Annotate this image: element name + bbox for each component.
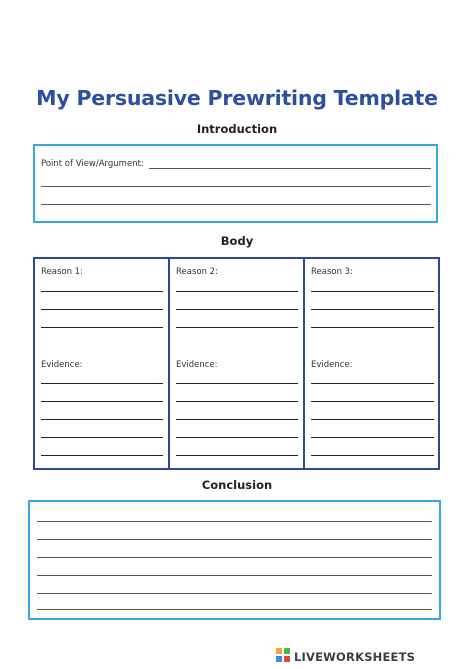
evidence-1-line-4[interactable] [41,437,163,438]
evidence-2-line-5[interactable] [176,455,298,456]
evidence-3-line-4[interactable] [311,437,434,438]
introduction-box [33,144,438,223]
evidence-1-line-5[interactable] [41,455,163,456]
reason-1-line-1[interactable] [41,291,163,292]
evidence-3-line-3[interactable] [311,419,434,420]
evidence-3-label: Evidence: [311,360,353,370]
evidence-1-line-1[interactable] [41,383,163,384]
evidence-3-line-1[interactable] [311,383,434,384]
body-box [33,257,440,470]
conclusion-line-2[interactable] [37,539,432,540]
point-of-view-line-3[interactable] [41,204,431,205]
point-of-view-line-1[interactable] [149,168,431,169]
conclusion-line-5[interactable] [37,593,432,594]
point-of-view-line-2[interactable] [41,186,431,187]
introduction-heading: Introduction [196,122,278,136]
conclusion-line-6[interactable] [37,609,432,610]
liveworksheets-logo-icon [276,648,290,662]
reason-3-label: Reason 3: [311,267,353,277]
conclusion-heading: Conclusion [201,478,273,492]
reason-3-line-1[interactable] [311,291,434,292]
evidence-3-line-5[interactable] [311,455,434,456]
conclusion-line-1[interactable] [37,521,432,522]
body-column-divider-2 [303,259,305,468]
body-column-divider-1 [168,259,170,468]
conclusion-line-4[interactable] [37,575,432,576]
reason-2-label: Reason 2: [176,267,218,277]
reason-2-line-2[interactable] [176,309,298,310]
evidence-2-label: Evidence: [176,360,218,370]
reason-2-line-3[interactable] [176,327,298,328]
page-title: My Persuasive Prewriting Template [36,86,438,110]
reason-1-label: Reason 1: [41,267,83,277]
evidence-2-line-2[interactable] [176,401,298,402]
evidence-3-line-2[interactable] [311,401,434,402]
point-of-view-label: Point of View/Argument: [41,159,144,169]
reason-2-line-1[interactable] [176,291,298,292]
liveworksheets-brand[interactable]: LIVEWORKSHEETS [294,650,416,664]
reason-3-line-3[interactable] [311,327,434,328]
body-heading: Body [220,234,254,248]
conclusion-line-3[interactable] [37,557,432,558]
evidence-1-label: Evidence: [41,360,83,370]
conclusion-box [28,500,441,620]
evidence-1-line-2[interactable] [41,401,163,402]
reason-1-line-2[interactable] [41,309,163,310]
evidence-1-line-3[interactable] [41,419,163,420]
evidence-2-line-4[interactable] [176,437,298,438]
reason-1-line-3[interactable] [41,327,163,328]
evidence-2-line-3[interactable] [176,419,298,420]
reason-3-line-2[interactable] [311,309,434,310]
evidence-2-line-1[interactable] [176,383,298,384]
